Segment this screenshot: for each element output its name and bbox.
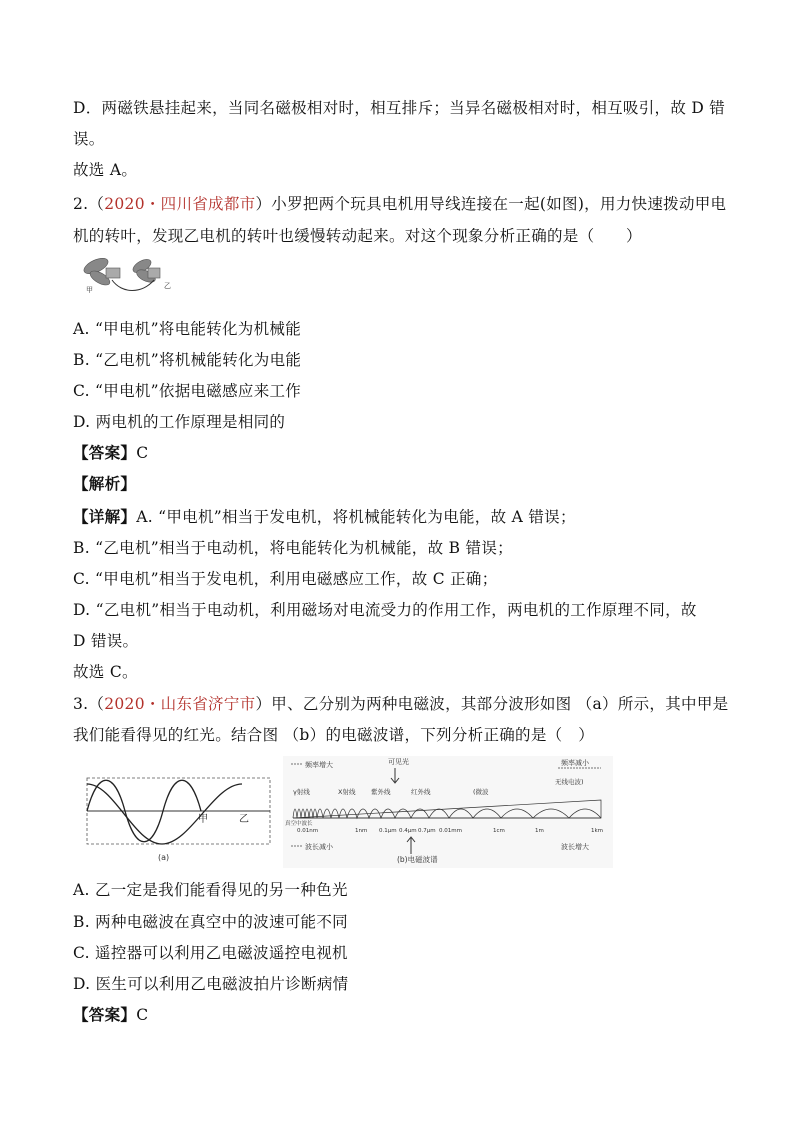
q3-fig-b-tick-4: 0.7μm [418,828,436,834]
q3-fig-b-tick-2: 0.1μm [379,828,397,834]
q2-motors-figure [82,252,182,298]
q2-analysis [73,474,136,494]
q3-fig-b-tick-3: 0.4μm [399,828,417,834]
q3-fig-b-tick-1: 1nm [355,828,368,834]
q3-fig-a-label-yi: 乙 [239,814,249,825]
q3-fig-b-visible: 可见光 [388,758,409,766]
q3-fig-a-label-jia: 甲 [198,814,208,825]
q2-answer-value: C [136,444,149,462]
q3-option-c: C. 遥控器可以利用乙电磁波遥控电视机 [73,944,348,962]
q3-option-b: B. 两种电磁波在真空中的波速可能不同 [73,913,348,931]
q3-fig-b-freq-down: 频率减小 [561,759,589,767]
q3-figure-b-spectrum [283,756,613,868]
q2-fig-label-jia: 甲 [86,286,93,294]
q3-stem-text1: 甲、乙分别为两种电磁波，其部分波形如图 （a）所示，其中甲是 [271,695,729,713]
q3-fig-b-wl-small: 波长减小 [305,843,333,851]
q3-answer-tag: 【答案】 [73,1005,137,1024]
q2-option-c: C. “甲电机”依据电磁感应来工作 [73,382,302,400]
q3-fig-b-radio: 无线电波) [555,778,584,786]
q2-choose: 故选 C。 [73,663,138,681]
q3-option-d: D. 医生可以利用乙电磁波拍片诊断病情 [73,975,349,993]
q3-fig-b-tick-5: 0.01mm [439,828,462,834]
q2-detail-tag: 【详解】 [73,507,137,526]
q2-stem-text1: 小罗把两个玩具电机用导线连接在一起(如图)，用力快速拨动甲电 [271,195,727,213]
q3-fig-b-microwave: (微波 [473,788,489,796]
q3-fig-b-tick-6: 1cm [493,828,505,834]
prev-choose: 故选 A。 [73,161,138,179]
q2-number: 2. [73,195,89,213]
q2-fig-label-yi: 乙 [164,282,171,290]
q2-stem-line1: 2.（2020・四川省成都市）小罗把两个玩具电机用导线连接在一起(如图)，用力快速拨动甲电 [73,195,727,213]
prev-option-d-line1: D．两磁铁悬挂起来，当同名磁极相对时，相互排斥；当异名磁极相对时，相互吸引，故 D 错 [73,99,726,117]
q3-fig-b-freq-up: 频率增大 [305,761,333,769]
q3-fig-b-xray: X射线 [338,788,356,796]
q3-fig-b-tick-0: 0.01nm [297,828,319,834]
prev-option-d-line2: 误。 [73,130,105,148]
q2-analysis-tag: 【解析】 [73,474,137,493]
q3-stem-line2: 我们能看得见的红光。结合图 （b）的电磁波谱，下列分析正确的是（ ） [73,726,595,744]
q2-stem-line2: 机的转叶，发现乙电机的转叶也缓慢转动起来。对这个现象分析正确的是（ ） [73,227,642,245]
q3-fig-b-uv: 紫外线 [371,788,391,796]
q3-fig-b-wl-big: 波长增大 [561,843,589,851]
q3-answer [73,1005,148,1025]
q2-detail-line5: D 错误。 [73,632,139,650]
q2-answer [73,443,148,463]
q2-answer-tag: 【答案】 [73,443,137,462]
q3-fig-b-tick-7: 1m [535,828,544,834]
q3-number: 3. [73,695,89,713]
q2-option-a: A. “甲电机”将电能转化为机械能 [73,320,301,338]
q3-fig-b-gamma: γ射线 [293,788,310,796]
q3-fig-b-wl-label: 真空中波长 [285,821,313,827]
q3-fig-b-ir: 红外线 [411,788,431,796]
q3-fig-b-caption: (b)电磁波谱 [397,855,438,864]
q2-option-d: D. 两电机的工作原理是相同的 [73,413,286,431]
q3-source: 2020・山东省济宁市 [104,695,256,713]
q3-answer-value: C [136,1006,149,1024]
q3-option-a: A. 乙一定是我们能看得见的另一种色光 [73,881,348,899]
q3-figure-a-waves [84,774,274,866]
q2-detail-line2: B. “乙电机”相当于电动机，将电能转化为机械能，故 B 错误； [73,539,513,557]
q3-fig-a-caption: (a) [158,853,170,862]
q2-source: 2020・四川省成都市 [104,195,256,213]
q3-stem-line1: 3.（2020・山东省济宁市）甲、乙分别为两种电磁波，其部分波形如图 （a）所示，其中甲是 [73,695,729,713]
q2-detail-line3: C. “甲电机”相当于发电机，利用电磁感应工作，故 C 正确； [73,570,498,588]
q2-option-b: B. “乙电机”将机械能转化为电能 [73,351,302,369]
q2-detail-line4: D. “乙电机”相当于电动机，利用磁场对电流受力的作用工作，两电机的工作原理不同，故 [73,601,697,619]
q3-fig-b-tick-8: 1km [591,828,604,834]
q2-detail-line1: 【详解】A. “甲电机”相当于发电机，将机械能转化为电能，故 A 错误； [73,507,576,526]
